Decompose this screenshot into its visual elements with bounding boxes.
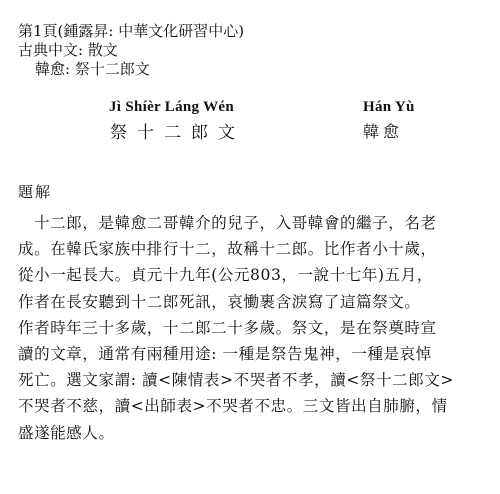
body-line: 作者在長安聽到十二郎死訊，哀慟裹含淚寫了這篇祭文。 [18, 292, 421, 311]
body-line: 不哭者不慈，讀<出師表>不哭者不忠。三文皆出自肺腑，情 [18, 397, 448, 416]
header-genre-line: 古典中文: 散文 [18, 41, 118, 59]
body-text [18, 210, 490, 446]
body-line: 讀的文章，通常有兩種用途: 一種是祭告鬼神，一種是哀悼 [18, 345, 432, 364]
title-pinyin: Jì Shíèr Láng Wén [109, 99, 234, 115]
header-source-line: 第1頁(鍾露昇: 中華文化研習中心) [18, 22, 245, 40]
body-line: 從小一起長大。貞元十九年(公元803，一說十七年)五月， [18, 266, 433, 285]
author-chinese: 韓愈 [363, 122, 404, 141]
body-line: 作者時年三十多歲，十二郎二十多歲。祭文，是在祭奠時宣 [18, 318, 437, 337]
body-line: 盛遂能感人。 [18, 423, 115, 442]
author-pinyin: Hán Yù [363, 99, 415, 115]
body-line: 成。在韓氏家族中排行十二，故稱十二郎。比作者小十歲， [18, 240, 437, 259]
body-line: 死亡。選文家謂: 讀<陳情表>不哭者不孝，讀<祭十二郎文> [18, 371, 454, 390]
section-heading: 題解 [18, 183, 53, 201]
header-title-line: 韓愈: 祭十二郎文 [35, 60, 150, 78]
title-chinese: 祭十二郎文 [110, 123, 245, 143]
body-line: 十二郎，是韓愈二哥韓介的兒子，入哥韓會的繼子，名老 [18, 214, 437, 232]
